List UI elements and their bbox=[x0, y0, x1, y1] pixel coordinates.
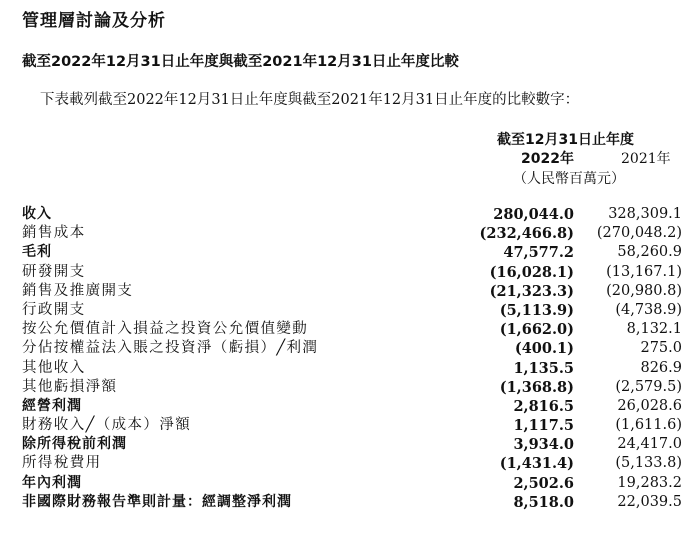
table-row bbox=[22, 493, 682, 512]
row-label: 年內利潤 bbox=[22, 474, 82, 491]
value-2022: (400.1) bbox=[514, 340, 574, 358]
table-row bbox=[22, 205, 682, 224]
value-2021: 275.0 bbox=[640, 340, 682, 357]
table-row bbox=[22, 474, 682, 493]
row-label: 非國際財務報告準則計量：經調整淨利潤 bbox=[22, 493, 292, 510]
value-2021: 826.9 bbox=[640, 359, 682, 376]
row-label: 收入 bbox=[22, 206, 52, 222]
value-2021: 328,309.1 bbox=[608, 206, 682, 222]
value-2022: 2,502.6 bbox=[513, 474, 574, 492]
value-2022: (16,028.1) bbox=[489, 263, 574, 281]
row-label: 除所得稅前利潤 bbox=[22, 436, 127, 453]
value-2022: (21,323.3) bbox=[489, 282, 574, 300]
value-2022: 280,044.0 bbox=[493, 206, 574, 223]
value-2021: (2,579.5) bbox=[615, 378, 682, 395]
table-header-period: 截至12月31日止年度 bbox=[497, 132, 634, 148]
row-label: 銷售成本 bbox=[22, 225, 86, 242]
table-row bbox=[22, 224, 682, 243]
table-header-unit: （人民幣百萬元） bbox=[513, 171, 625, 187]
row-label: 毛利 bbox=[22, 244, 52, 261]
table-row bbox=[22, 454, 682, 473]
row-label: 其他收入 bbox=[22, 359, 86, 376]
value-2022: 1,117.5 bbox=[513, 417, 574, 435]
value-2021: 22,039.5 bbox=[617, 493, 682, 510]
value-2021: 8,132.1 bbox=[626, 321, 682, 338]
value-2021: 24,417.0 bbox=[617, 436, 682, 453]
value-2022: (1,431.4) bbox=[499, 455, 574, 473]
value-2021: (13,167.1) bbox=[606, 263, 682, 280]
value-2022: 1,135.5 bbox=[513, 359, 574, 377]
value-2021: (20,980.8) bbox=[606, 282, 682, 299]
value-2022: 2,816.5 bbox=[513, 397, 574, 415]
section-heading: 截至2022年12月31日止年度與截至2021年12月31日止年度比較 bbox=[22, 54, 459, 70]
table-row bbox=[22, 320, 682, 339]
value-2022: (1,662.0) bbox=[499, 321, 574, 339]
value-2021: 26,028.6 bbox=[617, 397, 682, 414]
value-2022: (1,368.8) bbox=[499, 378, 574, 396]
page-title: 管理層討論及分析 bbox=[22, 11, 166, 31]
row-label: 財務收入╱（成本）淨額 bbox=[22, 417, 192, 434]
table-row bbox=[22, 416, 682, 435]
table-row bbox=[22, 378, 682, 397]
value-2021: (5,133.8) bbox=[615, 455, 682, 472]
table-header-year-2021: 2021年 bbox=[621, 151, 671, 167]
value-2021: (270,048.2) bbox=[596, 225, 682, 242]
value-2021: 19,283.2 bbox=[617, 474, 682, 491]
value-2021: 58,260.9 bbox=[617, 244, 682, 261]
intro-paragraph: 下表載列截至2022年12月31日止年度與截至2021年12月31日止年度的比較數字： bbox=[40, 92, 580, 108]
table-row bbox=[22, 301, 682, 320]
value-2021: (1,611.6) bbox=[615, 417, 682, 434]
table-row bbox=[22, 397, 682, 416]
table-header-year-2022: 2022年 bbox=[521, 151, 574, 167]
value-2022: 8,518.0 bbox=[513, 493, 574, 511]
table-row bbox=[22, 282, 682, 301]
table-row bbox=[22, 359, 682, 378]
value-2021: (4,738.9) bbox=[615, 301, 682, 318]
row-label: 研發開支 bbox=[22, 263, 86, 280]
row-label: 行政開支 bbox=[22, 301, 86, 318]
comparison-table bbox=[22, 205, 682, 512]
value-2022: 47,577.2 bbox=[503, 244, 574, 262]
value-2022: (5,113.9) bbox=[499, 301, 574, 319]
table-row bbox=[22, 339, 682, 358]
table-row bbox=[22, 243, 682, 262]
row-label: 經營利潤 bbox=[22, 397, 82, 414]
value-2022: 3,934.0 bbox=[513, 436, 574, 454]
table-row bbox=[22, 263, 682, 282]
row-label: 分佔按權益法入賬之投資淨（虧損）╱利潤 bbox=[22, 340, 319, 357]
row-label: 按公允價值計入損益之投資公允價值變動 bbox=[22, 321, 309, 338]
table-row bbox=[22, 435, 682, 454]
row-label: 所得稅費用 bbox=[22, 455, 102, 472]
row-label: 銷售及推廣開支 bbox=[22, 282, 134, 299]
value-2022: (232,466.8) bbox=[479, 225, 574, 243]
row-label: 其他虧損淨額 bbox=[22, 378, 118, 395]
